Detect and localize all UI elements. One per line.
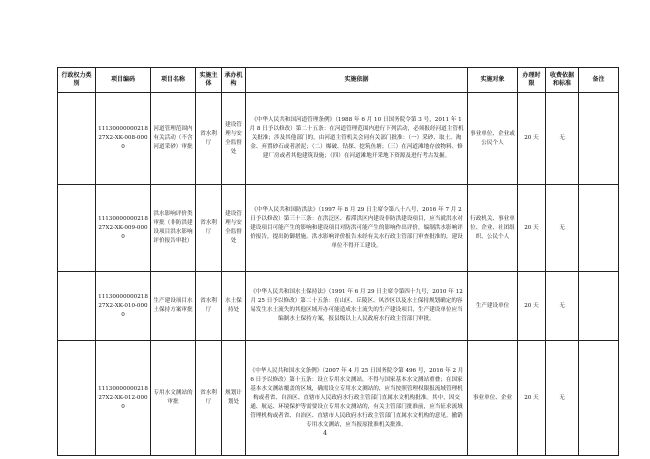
cell-time: 20 天 [518,93,546,185]
cell-agency: 规划计划处 [222,341,246,456]
header-basis: 实施依据 [246,68,468,93]
cell-code: 1113000000021827X2-XK-008-0000 [96,93,151,185]
cell-note [579,341,619,456]
cell-fee: 无 [546,185,579,272]
cell-subject: 省水利厅 [196,93,222,185]
header-time: 办理时限 [518,68,546,93]
cell-target: 行政机关、事业单位、企业、社团组织、公民个人 [468,185,518,272]
cell-basis: 《中华人民共和国水文条例》（2007 年 4 月 25 日国务院令第 496 号，2016 年 2 月 6 日予以修改）第十五条：设立专用水文测站，不得与国家基本水文测站重叠；在国家基本水文测站覆盖的区域，确需设立专用水文测站的，应当按照管理权限报流域管理机构或者省、自治区、直辖市人民政府水行政主管部门直属水文机构批准。其中，因交通、航运、环境保护等需要设立专用水文测站的，有关主管部门批准前，应当征求流域管理机构或者省、自治区、直辖市人民政府水行政主管部门直属水文机构的意见。撤销专用水文测站，应当报原批准机关批准。 [246,341,468,456]
cell-target: 事业单位、企业 [468,341,518,456]
header-agency: 承办机构 [222,68,246,93]
cell-target: 事业单位、企业或公民个人 [468,93,518,185]
header-fee: 收费依据和标准 [546,68,579,93]
cell-subject: 省水利厅 [196,272,222,341]
header-code: 项目编码 [96,68,151,93]
table-row [58,272,619,341]
cell-code: 1113000000021827X2-XK-012-0000 [96,341,151,456]
cell-fee: 无 [546,93,579,185]
page-number: 4 [323,430,327,437]
cell-note [579,272,619,341]
cell-category [58,272,96,341]
cell-target: 生产建设单位 [468,272,518,341]
header-name: 项目名称 [151,68,196,93]
header-row [58,68,619,93]
cell-basis: 《中华人民共和国河道管理条例》（1988 年 6 月 10 日国务院令第 3 号，2011 年 1 月 8 日予以修改）第二十五条：在河道管理范围内进行下列活动，必须报经河道主管机关批准；涉及其他部门的，由河道主管机关会同有关部门批准：（一）采砂、取土、淘金、弃置砂石或者淤泥；（二）爆破、钻探、挖筑鱼塘；（三）在河道滩地存放物料、修建厂房或者其他建筑设施；（四）在河道滩地开采地下资源及进行考古发掘。 [246,93,468,185]
power-list-table [57,67,619,456]
table-row [58,185,619,272]
cell-code: 1113000000021827X2-XK-009-0000 [96,185,151,272]
table-row [58,341,619,456]
cell-time: 20 天 [518,185,546,272]
cell-name: 河道管理范围内有关活动（不含河道采砂）审批 [151,93,196,185]
cell-fee: 无 [546,272,579,341]
cell-basis: 《中华人民共和国水土保持法》（1991 年 6 月 29 日主席令第四十九号，2010 年 12 月 25 日予以修改）第二十五条：在山区、丘陵区、风沙区以及水土保持规划确定的容易发生水土流失的其他区域开办可能造成水土流失的生产建设项目，生产建设单位应当编制水土保持方案，报县级以上人民政府水行政主管部门审批。 [246,272,468,341]
cell-note [579,185,619,272]
cell-subject: 省水利厅 [196,185,222,272]
cell-basis: 《中华人民共和国防洪法》（1997 年 8 月 29 日主席令第八十八号，2016 年 7 月 2 日予以修改）第三十三条：在洪泛区、蓄滞洪区内建设非防洪建设项目，应当就洪水对建设项目可能产生的影响和建设项目对防洪可能产生的影响作出评价，编制洪水影响评价报告，提出防御措施。洪水影响评价报告未经有关水行政主管部门审查批准的，建设单位不得开工建设。 [246,185,468,272]
table-row [58,93,619,185]
cell-category [58,185,96,272]
cell-name: 专用水文测站的审批 [151,341,196,456]
cell-name: 生产建设项目水土保持方案审批 [151,272,196,341]
cell-agency: 建设管理与安全监督处 [222,185,246,272]
cell-fee: 无 [546,341,579,456]
cell-agency: 水土保持处 [222,272,246,341]
cell-subject: 省水利厅 [196,341,222,456]
cell-note [579,93,619,185]
header-target: 实施对象 [468,68,518,93]
header-category: 行政权力类别 [58,68,96,93]
cell-name: 洪水影响评价类审批（非防洪建设项目洪水影响评价报告审批） [151,185,196,272]
cell-time: 20 天 [518,272,546,341]
cell-code: 1113000000021827X2-XK-010-0000 [96,272,151,341]
cell-agency: 建设管理与安全监督处 [222,93,246,185]
cell-category [58,341,96,456]
cell-time: 20 天 [518,341,546,456]
header-subject: 实施主体 [196,68,222,93]
cell-category [58,93,96,185]
header-note: 备注 [579,68,619,93]
